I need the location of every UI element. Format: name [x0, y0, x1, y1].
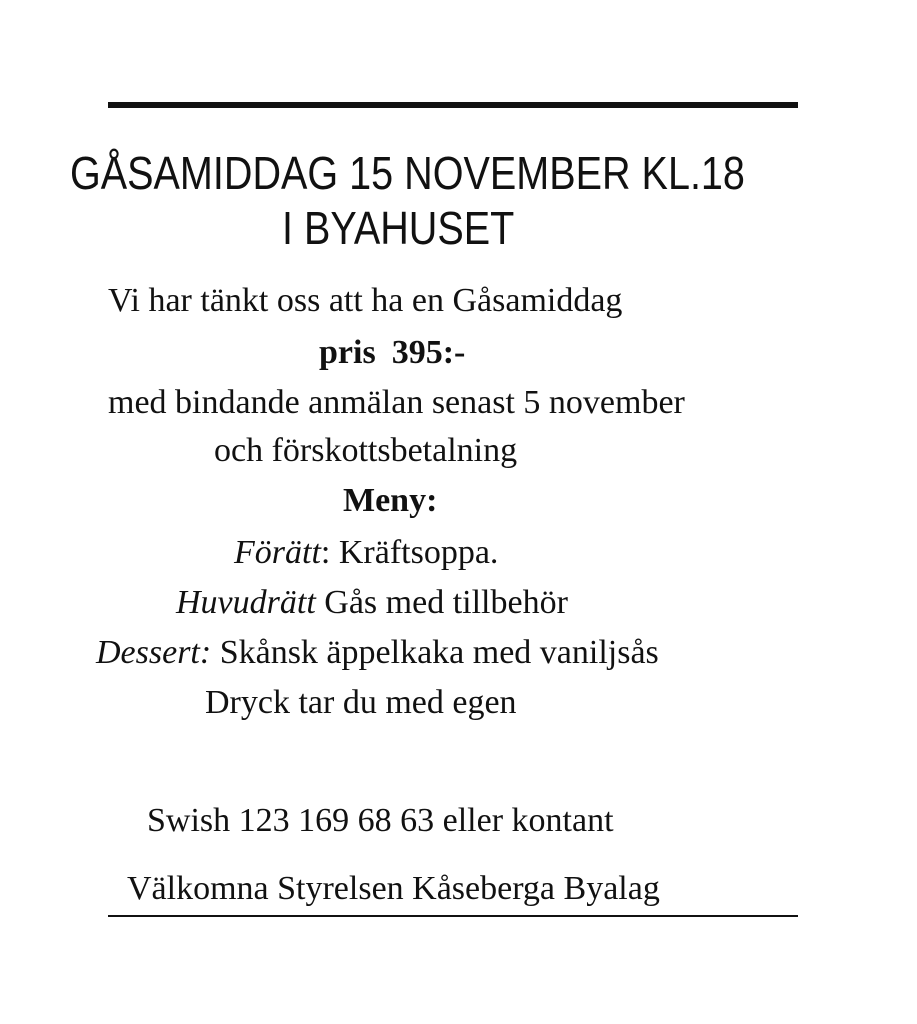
event-heading-line-1: GÅSAMIDDAG 15 NOVEMBER KL.18 — [70, 147, 745, 199]
signature: Välkomna Styrelsen Kåseberga Byalag — [127, 870, 660, 907]
menu-starter — [234, 536, 498, 570]
starter-separator: : — [320, 534, 331, 571]
starter-label: Förätt — [234, 534, 321, 571]
drinks-note: Dryck tar du med egen — [205, 684, 517, 721]
registration-text: med bindande anmälan senast 5 november — [108, 384, 685, 421]
main-course-dish: Gås med tillbehör — [315, 584, 568, 621]
dessert-dish: Skånsk äppelkaka med vaniljsås — [211, 634, 659, 671]
menu-main-course — [176, 586, 568, 620]
starter-dish: Kräftsoppa. — [330, 534, 499, 571]
top-divider — [108, 102, 798, 108]
main-course-label: Huvudrätt — [176, 584, 316, 621]
payment-info: Swish 123 169 68 63 eller kontant — [147, 802, 614, 839]
dessert-label: Dessert: — [96, 634, 212, 671]
intro-text: Vi har tänkt oss att ha en Gåsamiddag — [108, 282, 623, 319]
bottom-divider — [108, 915, 798, 917]
menu-title: Meny: — [343, 482, 438, 519]
price-line — [319, 336, 465, 370]
price-label: pris — [319, 334, 376, 371]
price-value: 395:- — [391, 334, 466, 371]
menu-dessert — [96, 636, 659, 670]
prepayment-text: och förskottsbetalning — [214, 432, 518, 469]
event-heading-line-2: I BYAHUSET — [282, 202, 515, 254]
